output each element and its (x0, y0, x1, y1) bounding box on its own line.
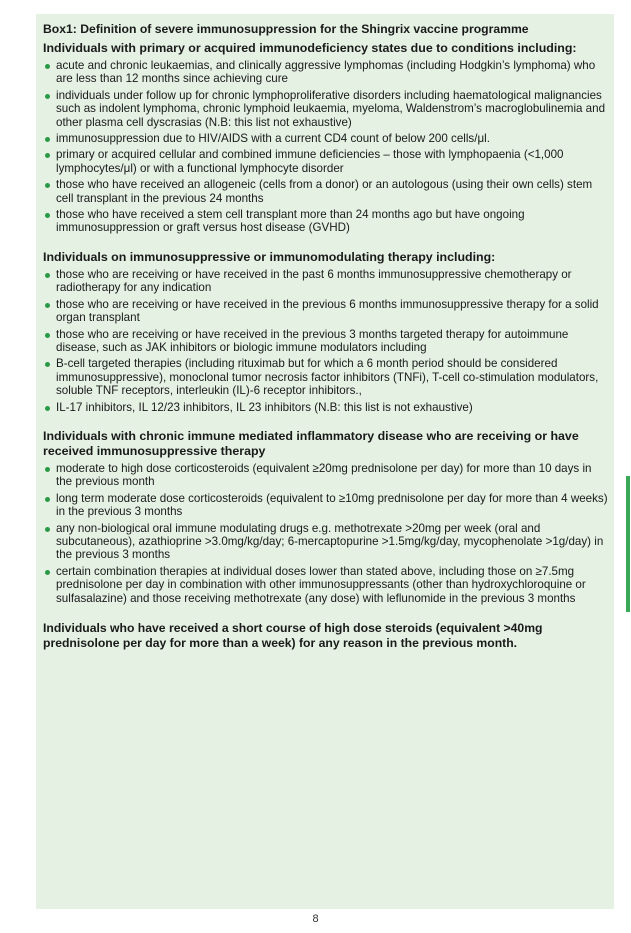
bullet-icon (45, 213, 50, 218)
list-item: certain combination therapies at individual doses lower than stated above, including those on ≥7.5mg prednisolone per day in combination with other immunosuppressants (other than hydroxychloroquine or sulfasalazine) and those receiving methotrexate (any dose) with leflunomide in the previous 3 months (43, 565, 608, 605)
bullet-icon (45, 183, 50, 188)
bullet-icon (45, 406, 50, 411)
list-item: individuals under follow up for chronic lymphoproliferative disorders including haematological malignancies such as indolent lymphoma, chronic lymphoid leukaemia, myeloma, Waldenstrom’s macroglobulinemia and other plasma cell dyscrasias (N.B: this list not exhaustive) (43, 89, 608, 129)
bullet-icon (45, 273, 50, 278)
list-item: those who are receiving or have received in the past 6 months immunosuppressive chemotherapy or radiotherapy for any indication (43, 268, 608, 295)
bullet-icon (45, 467, 50, 472)
list-item: B-cell targeted therapies (including rituximab but for which a 6 month period should be considered immunosuppressive), monoclonal tumor necrosis factor inhibitors (TNFi), T-cell co-stimulation modulators, soluble TNF receptors, interleukin (IL)-6 receptor inhibitors., (43, 357, 608, 397)
section-heading-immunosuppressive-therapy: Individuals on immunosuppressive or immunomodulating therapy including: (43, 249, 496, 264)
list-item: those who are receiving or have received in the previous 3 months targeted therapy for autoimmune disease, such as JAK inhibitors or biologic immune modulators including (43, 328, 608, 355)
immunodeficiency-list (43, 59, 608, 235)
bullet-icon (45, 64, 50, 69)
bullet-icon (45, 527, 50, 532)
list-item: IL-17 inhibitors, IL 12/23 inhibitors, IL 23 inhibitors (N.B: this list is not exhaustive) (43, 401, 608, 414)
list-item: those who are receiving or have received in the previous 6 months immunosuppressive therapy for a solid organ transplant (43, 298, 608, 325)
bullet-icon (45, 362, 50, 367)
inflammatory-disease-list (43, 462, 608, 605)
list-item: those who have received a stem cell transplant more than 24 months ago but have ongoing immunosuppression or graft versus host disease (GVHD) (43, 208, 608, 235)
bullet-icon (45, 333, 50, 338)
bullet-icon (45, 137, 50, 142)
list-item: long term moderate dose corticosteroids (equivalent to ≥10mg prednisolone per day for more than 4 weeks) in the previous 3 months (43, 492, 608, 519)
bullet-icon (45, 94, 50, 99)
bullet-icon (45, 303, 50, 308)
immunosuppressive-therapy-list (43, 268, 608, 414)
section-heading-inflammatory-disease: Individuals with chronic immune mediated inflammatory disease who are receiving or have received immunosuppressive therapy (43, 428, 579, 458)
list-item: moderate to high dose corticosteroids (equivalent ≥20mg prednisolone per day) for more than 10 days in the previous month (43, 462, 608, 489)
side-marker-bar (626, 476, 630, 612)
list-item: those who have received an allogeneic (cells from a donor) or an autologous (using their own cells) stem cell transplant in the previous 24 months (43, 178, 608, 205)
section-heading-immunodeficiency: Individuals with primary or acquired immunodeficiency states due to conditions including: (43, 41, 577, 55)
bullet-icon (45, 153, 50, 158)
list-item: any non-biological oral immune modulating drugs e.g. methotrexate >20mg per week (oral and subcutaneous), azathioprine >3.0mg/kg/day; 6-mercaptopurine >1.5mg/kg/day, mycophenolate >1g/day) in the previous 3 months (43, 522, 608, 562)
bullet-icon (45, 570, 50, 575)
list-item: immunosuppression due to HIV/AIDS with a current CD4 count of below 200 cells/μl. (43, 132, 608, 145)
list-item: acute and chronic leukaemias, and clinically aggressive lymphomas (including Hodgkin’s lymphoma) who are less than 12 months since achieving cure (43, 59, 608, 86)
bullet-icon (45, 497, 50, 502)
list-item: primary or acquired cellular and combined immune deficiencies – those with lymphopaenia (<1,000 lymphocytes/μl) or with a functional lymphocyte disorder (43, 148, 608, 175)
box-title: Box1: Definition of severe immunosuppression for the Shingrix vaccine programme (43, 22, 529, 36)
short-course-steroids-note: Individuals who have received a short course of high dose steroids (equivalent >40mg prednisolone per day for more than a week) for any reason in the previous month. (43, 621, 543, 650)
page-number: 8 (312, 913, 319, 925)
definition-box (36, 14, 614, 909)
